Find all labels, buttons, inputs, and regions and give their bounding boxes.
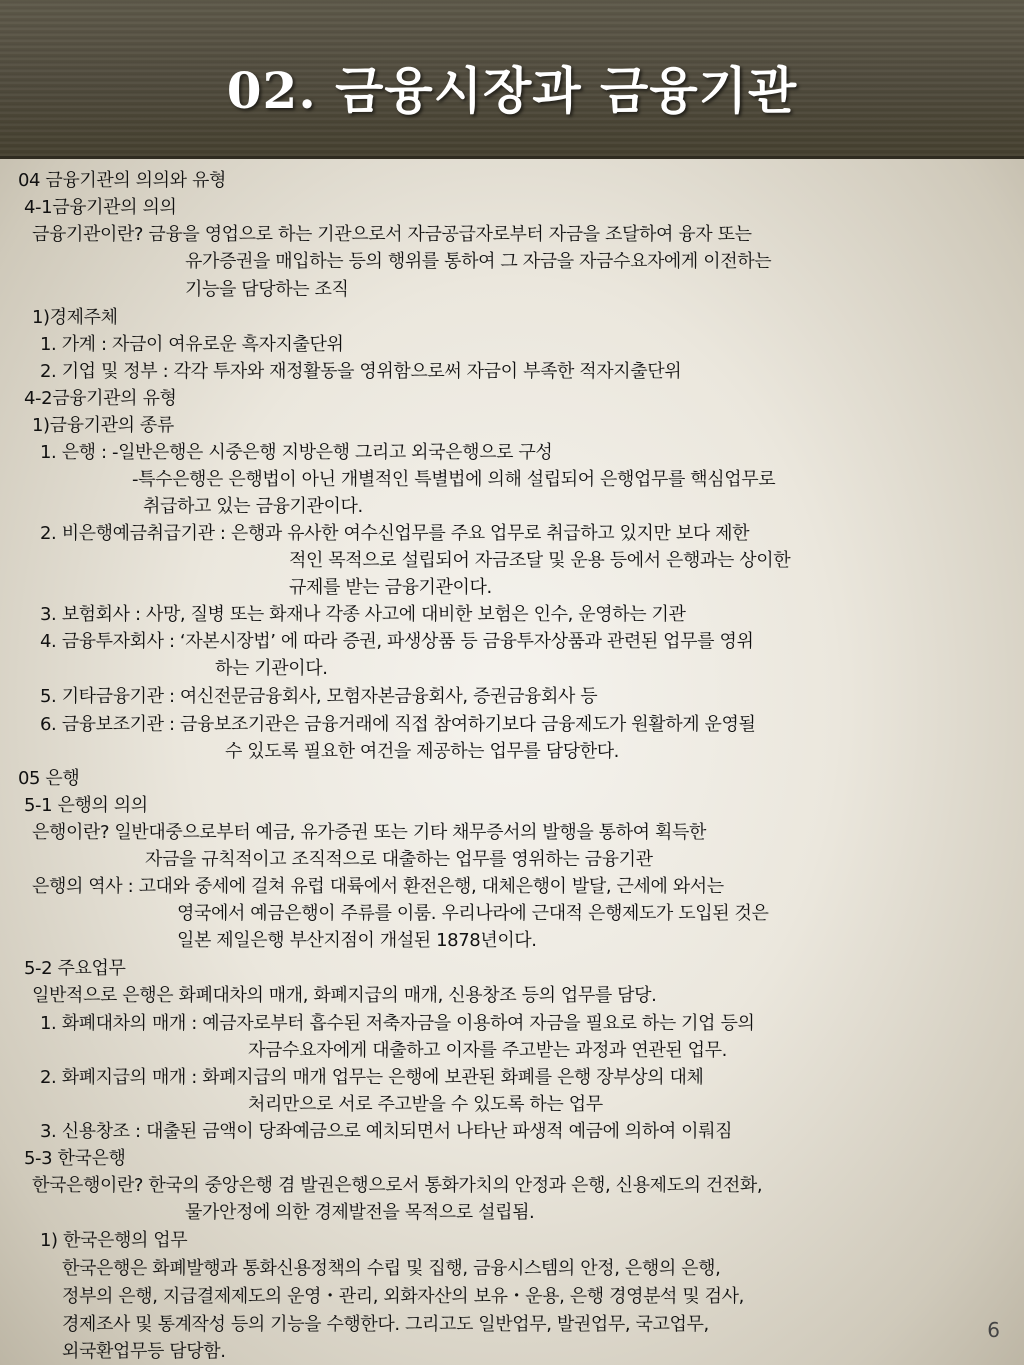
list-item: 3. 보험회사 : 사망, 질병 또는 화재나 각종 사고에 대비한 보험은 인수, 운영하는 기관 <box>40 604 686 625</box>
list-item: 1. 은행 : -일반은행은 시중은행 지방은행 그리고 외국은행으로 구성 <box>40 442 553 463</box>
subsection-heading: 5-2 주요업무 <box>24 958 126 979</box>
list-item-continuation: 수 있도록 필요한 여건을 제공하는 업무를 담당한다. <box>225 741 619 762</box>
title-banner <box>0 0 1024 159</box>
definition-line: 은행의 역사 : 고대와 중세에 걸쳐 유럽 대륙에서 환전은행, 대체은행이 발달, 근세에 와서는 <box>32 876 724 897</box>
subheading: 1) 한국은행의 업무 <box>40 1230 188 1251</box>
subheading: 1)금융기관의 종류 <box>32 415 174 436</box>
list-item: 2. 기업 및 정부 : 각각 투자와 재정활동을 영위함으로써 자금이 부족한 적자지출단위 <box>40 361 682 382</box>
list-item-continuation: 처리만으로 서로 주고받을 수 있도록 하는 업무 <box>248 1094 603 1115</box>
list-item: 2. 비은행예금취급기관 : 은행과 유사한 여수신업무를 주요 업무로 취급하고 있지만 보다 제한 <box>40 523 750 544</box>
definition-line: 금융기관이란? 금융을 영업으로 하는 기관으로서 자금공급자로부터 자금을 조달하여 융자 또는 <box>32 224 752 245</box>
definition-line: 한국은행이란? 한국의 중앙은행 겸 발권은행으로서 통화가치의 안정과 은행, 신용제도의 건전화, <box>32 1175 763 1196</box>
list-item: 2. 화폐지급의 매개 : 화폐지급의 매개 업무는 은행에 보관된 화폐를 은행 장부상의 대체 <box>40 1067 704 1088</box>
paragraph-line: 한국은행은 화폐발행과 통화신용정책의 수립 및 집행, 금융시스템의 안정, 은행의 은행, <box>62 1258 721 1279</box>
list-item-continuation: 자금수요자에게 대출하고 이자를 주고받는 과정과 연관된 업무. <box>248 1040 727 1061</box>
definition-line: 자금을 규칙적이고 조직적으로 대출하는 업무를 영위하는 금융기관 <box>145 849 653 870</box>
definition-line: 유가증권을 매입하는 등의 행위를 통하여 그 자금을 자금수요자에게 이전하는 <box>185 251 772 272</box>
paragraph-line: 외국환업무등 담당함. <box>62 1341 226 1362</box>
subsection-heading: 5-3 한국은행 <box>24 1148 126 1169</box>
list-item-continuation: -특수은행은 은행법이 아닌 개별적인 특별법에 의해 설립되어 은행업무를 핵심업무로 <box>132 469 776 490</box>
subsection-heading: 5-1 은행의 의의 <box>24 795 148 816</box>
page-number: 6 <box>987 1318 1000 1342</box>
definition-line: 일본 제일은행 부산지점이 개설된 1878년이다. <box>177 930 537 951</box>
paragraph-line: 경제조사 및 통계작성 등의 기능을 수행한다. 그리고도 일반업무, 발권업무, 국고업무, <box>62 1314 709 1335</box>
list-item: 6. 금융보조기관 : 금융보조기관은 금융거래에 직접 참여하기보다 금융제도가 원활하게 운영될 <box>40 714 756 735</box>
subheading: 1)경제주체 <box>32 307 118 328</box>
section-heading: 05 은행 <box>18 768 80 789</box>
definition-line: 물가안정에 의한 경제발전을 목적으로 설립됨. <box>185 1202 535 1223</box>
list-item-continuation: 하는 기관이다. <box>215 658 328 679</box>
list-item-continuation: 규제를 받는 금융기관이다. <box>289 577 492 598</box>
list-item: 1. 화폐대차의 매개 : 예금자로부터 흡수된 저축자금을 이용하여 자금을 필요로 하는 기업 등의 <box>40 1013 755 1034</box>
section-heading: 04 금융기관의 의의와 유형 <box>18 170 226 191</box>
paragraph-line: 정부의 은행, 지급결제제도의 운영・관리, 외화자산의 보유・운용, 은행 경영분석 및 검사, <box>62 1286 744 1307</box>
definition-line: 은행이란? 일반대중으로부터 예금, 유가증권 또는 기타 채무증서의 발행을 통하여 획득한 <box>32 822 706 843</box>
subsection-heading: 4-1금융기관의 의의 <box>24 197 177 218</box>
definition-line: 영국에서 예금은행이 주류를 이룸. 우리나라에 근대적 은행제도가 도입된 것은 <box>177 903 769 924</box>
list-item: 3. 신용창조 : 대출된 금액이 당좌예금으로 예치되면서 나타난 파생적 예금에 의하여 이뤄짐 <box>40 1121 733 1142</box>
definition-line: 기능을 담당하는 조직 <box>185 279 349 300</box>
list-item: 4. 금융투자회사 : ‘자본시장법’ 에 따라 증권, 파생상품 등 금융투자상품과 관련된 업무를 영위 <box>40 631 754 652</box>
list-item: 1. 가계 : 자금이 여유로운 흑자지출단위 <box>40 334 344 355</box>
paragraph-line: 일반적으로 은행은 화폐대차의 매개, 화폐지급의 매개, 신용창조 등의 업무를 담당. <box>32 985 657 1006</box>
list-item-continuation: 취급하고 있는 금융기관이다. <box>143 496 363 517</box>
slide-title: 02. 금융시장과 금융기관 <box>226 61 798 120</box>
list-item: 5. 기타금융기관 : 여신전문금융회사, 모험자본금융회사, 증권금융회사 등 <box>40 686 598 707</box>
subsection-heading: 4-2금융기관의 유형 <box>24 388 177 409</box>
list-item-continuation: 적인 목적으로 설립되어 자금조달 및 운용 등에서 은행과는 상이한 <box>289 550 791 571</box>
